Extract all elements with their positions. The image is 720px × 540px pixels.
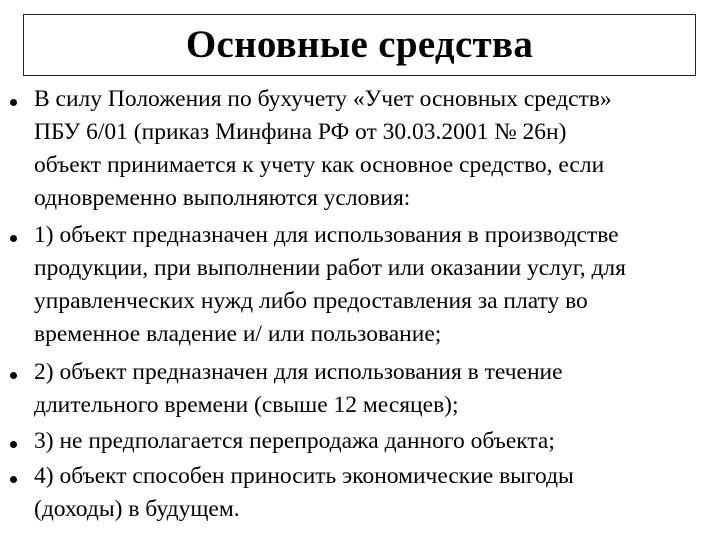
bullet-text-line: длительного времени (свыше 12 месяцев); <box>34 392 459 418</box>
bullet-point-icon <box>10 235 17 242</box>
bullet-point-icon <box>10 476 17 483</box>
bullet-text-line: 4) объект способен приносить экономические выгоды <box>34 463 574 489</box>
bullet-point-icon <box>10 99 17 106</box>
bullet-text-line: одновременно выполняются условия: <box>34 185 411 211</box>
bullet-point-icon <box>10 441 17 448</box>
bullet-text-line: 2) объект предназначен для использования в течение <box>34 359 563 385</box>
bullet-text-line: объект принимается к учету как основное средство, если <box>34 152 605 178</box>
bullet-item <box>0 220 720 357</box>
bullet-text-line: временное владение и/ или пользование; <box>34 321 442 347</box>
bullet-text-line: В силу Положения по бухучету «Учет основных средств» <box>34 86 612 112</box>
bullet-item <box>0 357 720 426</box>
bullet-item <box>0 426 720 461</box>
bullet-text-line: 1) объект предназначен для использования в производстве <box>34 222 619 248</box>
bullet-item <box>0 84 720 220</box>
bullet-text-line: (доходы) в будущем. <box>34 496 240 522</box>
bullet-text-line: 3) не предполагается перепродажа данного объекта; <box>34 428 555 454</box>
bullet-text-line: ПБУ 6/01 (приказ Минфина РФ от 30.03.2001 № 26н) <box>34 119 567 145</box>
bullet-text-line: продукции, при выполнении работ или оказании услуг, для <box>34 255 626 281</box>
bullet-list <box>0 84 720 531</box>
slide-title: Основные средства <box>185 22 534 66</box>
bullet-text-line: управленческих нужд либо предоставления за плату во <box>34 288 588 314</box>
bullet-point-icon <box>10 372 17 379</box>
slide-title-box <box>23 14 696 76</box>
bullet-item <box>0 461 720 531</box>
